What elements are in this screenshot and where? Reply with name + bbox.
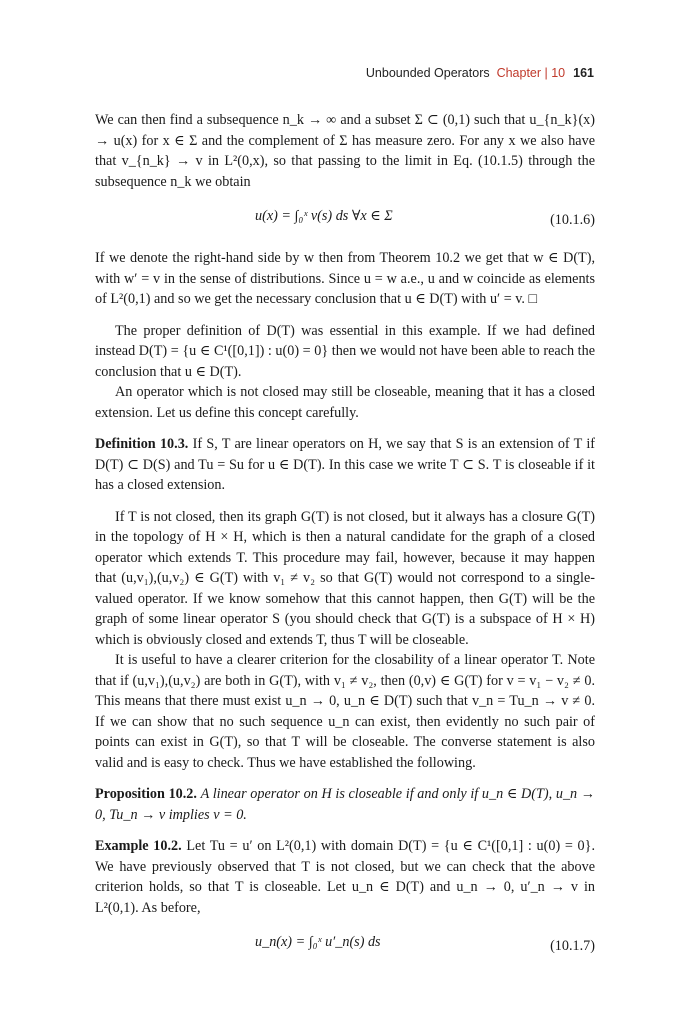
definition-10-3 [95, 434, 595, 496]
running-header [366, 66, 594, 80]
equation-number: (10.1.7) [550, 938, 595, 954]
page-number: 161 [573, 66, 594, 80]
paragraph-subsequence: We can then find a subsequence n_k → ∞ and a subset Σ ⊂ (0,1) such that u_{n_k}(x) → u(x) for x ∈ Σ and the complement of Σ has measure zero. For any x we also have that v_{n_k} → v in L²(0,x), so that passing to the limit in Eq. (10.1.5) through the subsequence n_k we obtain [95, 112, 595, 190]
equation-number: (10.1.6) [550, 212, 595, 228]
body-text [95, 110, 595, 974]
example-label: Example 10.2. [95, 838, 182, 854]
example-10-2 [95, 836, 595, 918]
chapter-label: Chapter | 10 [496, 66, 566, 80]
paragraph-closeable-intro: An operator which is not closed may still be closeable, meaning that it has a closed extension. Let us define this concept carefully. [95, 384, 595, 421]
example-text: Let Tu = u′ on L²(0,1) with domain D(T) = {u ∈ C¹([0,1] : u(0) = 0}. We have previously observed that T is not closed, but we can check that the above criterion holds, so that T is closeable. Let u_n ∈ D(T) and u_n → 0, u′_n → v in L²(0,1). As before, [95, 838, 596, 916]
definition-label: Definition 10.3. [95, 436, 189, 452]
proposition-10-2 [95, 784, 595, 825]
proposition-text: A linear operator on H is closeable if and only if u_n ∈ D(T), u_n → 0, Tu_n → v implies v = 0. [95, 786, 595, 823]
paragraph-right-hand-side: If we denote the right-hand side by w then from Theorem 10.2 we get that w ∈ D(T), with w′ = v in the sense of distributions. Since u = w a.e., u and w coincide as elements of L²(0,1) and so we get the necessary conclusion that u ∈ D(T) with u′ = v. □ [95, 250, 595, 307]
equation-10-1-7 [95, 924, 595, 970]
paragraph-proper-definition: The proper definition of D(T) was essential in this example. If we had defined instead D(T) = {u ∈ C¹([0,1]) : u(0) = 0} then we would not have been able to reach the conclusion that u ∈ D(T). [95, 322, 595, 380]
equation-expression: u(x) = ∫₀ˣ v(s) ds ∀x ∈ Σ [255, 208, 393, 224]
running-title: Unbounded Operators [365, 66, 490, 80]
paragraph-closability-criterion: It is useful to have a clearer criterion for the closability of a linear operator T. Note that if (u,v₁),(u,v₂) are both in G(T), with v₁ ≠ v₂, then (0,v) ∈ G(T) for v = v₁ − v₂ ≠ 0. This means that there must exist u_n → 0, u_n ∈ D(T) such that v_n = Tu_n → v ≠ 0. If we can show that no such sequence u_n can exist, then evidently no such pair of points can exist in G(T), so that T will be closeable. The converse statement is also valid and is easy to check. Thus we have established the following. [95, 652, 595, 771]
definition-text: If S, T are linear operators on H, we say that S is an extension of T if D(T) ⊂ D(S) and Tu = Su for u ∈ D(T). In this case we write T ⊂ S. T is closeable if it has a closed extension. [95, 436, 595, 493]
equation-expression: u_n(x) = ∫₀ˣ u′_n(s) ds [255, 934, 381, 950]
paragraph-graph-closure: If T is not closed, then its graph G(T) is not closed, but it always has a closure G(T) in the topology of H × H, which is then a natural candidate for the graph of a closed operator which extends T. This procedure may fail, however, because it may happen that (u,v₁),(u,v₂) ∈ G(T) with v₁ ≠ v₂ so that G(T) would not correspond to a single-valued operator. If we know somehow that this cannot happen, then G(T) will be the graph of some linear operator S (you should check that G(T) is a subspace of H × H) which is obviously closed and extends T, thus T will be closeable. [95, 508, 595, 648]
proposition-label: Proposition 10.2. [95, 786, 197, 802]
equation-10-1-6 [95, 198, 595, 244]
